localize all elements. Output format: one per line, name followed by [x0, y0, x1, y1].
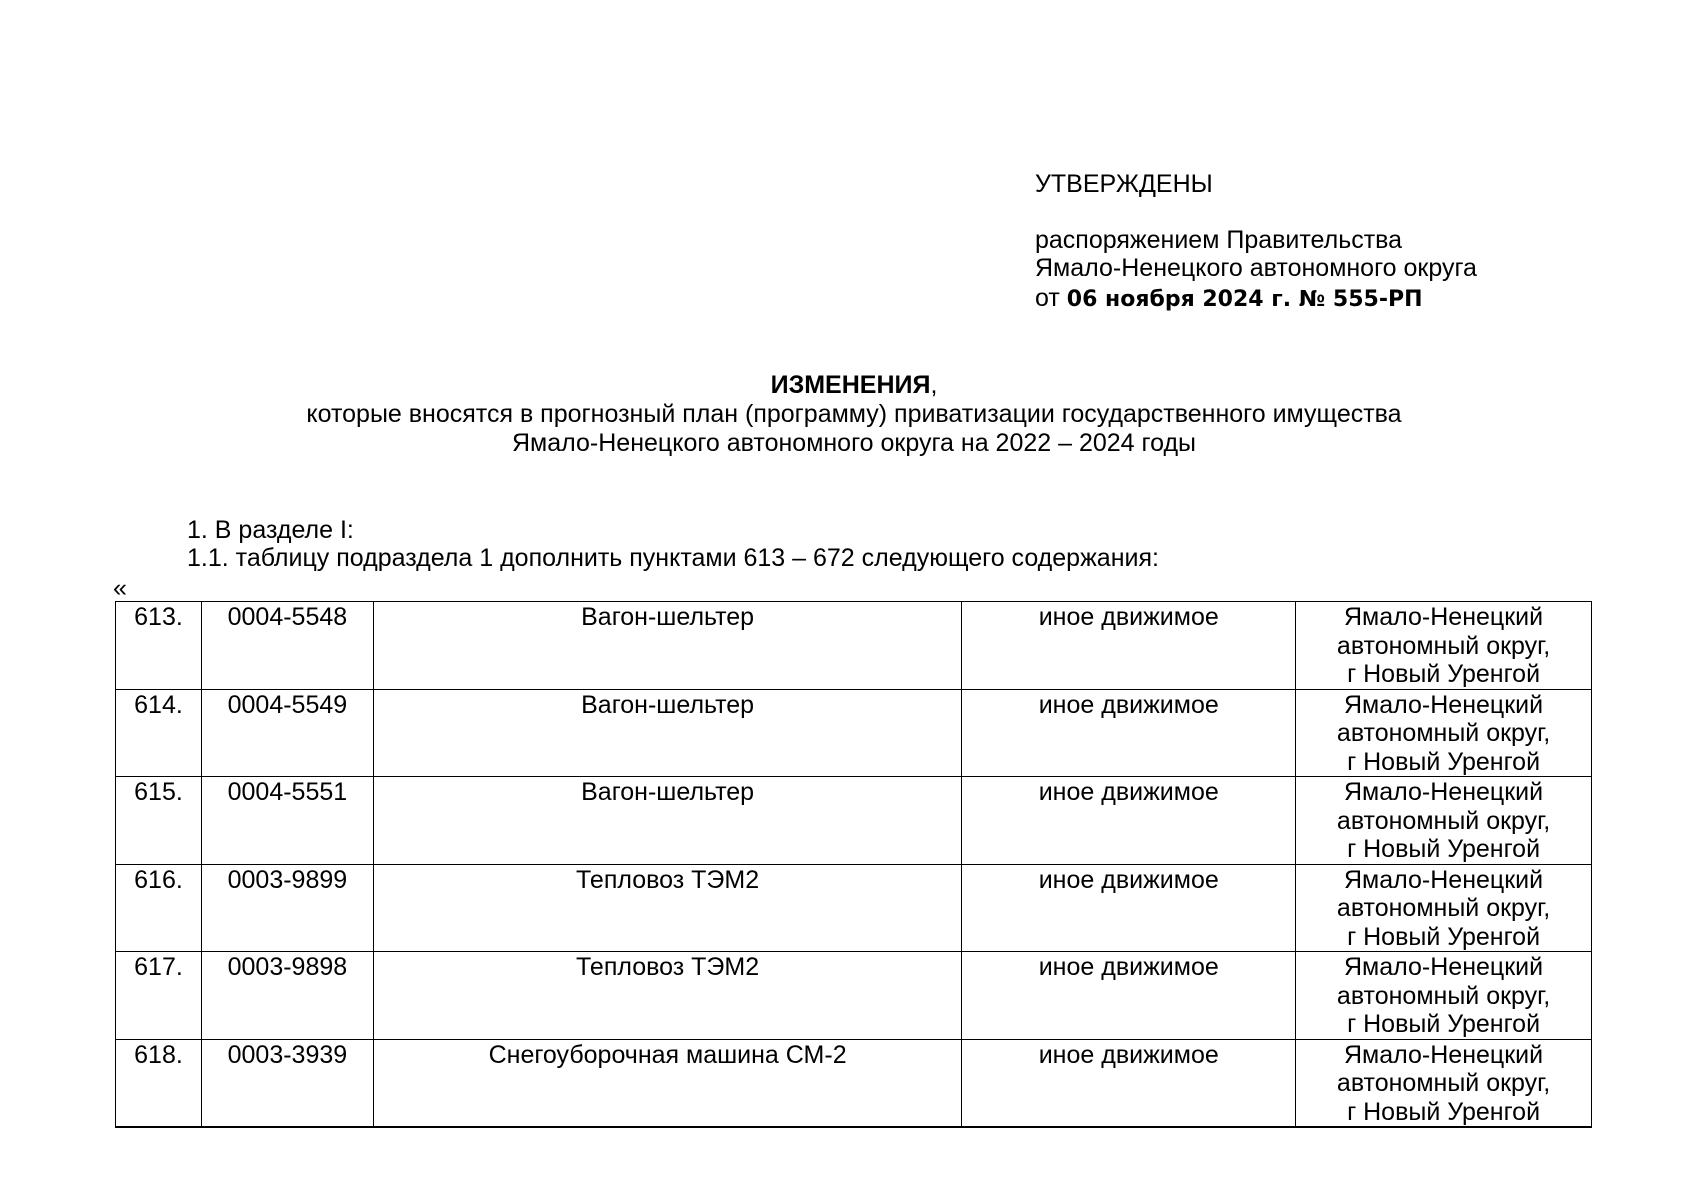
location-line-2: автономный округ,: [1336, 981, 1551, 1010]
location-line-2: автономный округ,: [1336, 894, 1551, 922]
approval-block: [1035, 170, 1477, 314]
property-table-body: [116, 602, 1592, 1128]
location-line-2: автономный округ,: [1336, 806, 1551, 835]
row-code: 0004-5549: [201, 689, 373, 777]
row-name: Тепловоз ТЭМ2: [373, 864, 962, 952]
row-name: Вагон-шельтер: [373, 689, 962, 777]
intro-text: [187, 516, 1159, 572]
row-type: иное движимое: [962, 602, 1296, 690]
row-type: иное движимое: [962, 689, 1296, 777]
row-type: иное движимое: [962, 952, 1296, 1040]
row-code: 0004-5551: [201, 777, 373, 865]
location-line-1: Ямало-Ненецкий: [1344, 778, 1544, 806]
location-line-1: Ямало-Ненецкий: [1344, 1040, 1544, 1069]
table-row: [116, 1039, 1592, 1127]
row-name: Тепловоз ТЭМ2: [373, 952, 962, 1040]
approved-by-line2: Ямало-Ненецкого автономного округа: [1035, 254, 1477, 282]
location-line-3: г Новый Уренгой: [1347, 660, 1541, 688]
row-location: [1296, 952, 1592, 1040]
row-location: [1296, 602, 1592, 690]
row-number: 616.: [116, 864, 202, 952]
order-line: [1035, 284, 1477, 314]
table-row: [116, 689, 1592, 777]
location-line-2: автономный округ,: [1336, 631, 1551, 660]
row-number: 618.: [116, 1039, 202, 1127]
row-location: [1296, 864, 1592, 952]
location-line-1: Ямало-Ненецкий: [1344, 865, 1544, 894]
row-name: Вагон-шельтер: [373, 777, 962, 865]
row-location: [1296, 1039, 1592, 1127]
location-line-1: Ямало-Ненецкий: [1344, 953, 1544, 981]
approved-label: УТВЕРЖДЕНЫ: [1035, 170, 1213, 198]
row-number: 613.: [116, 602, 202, 690]
intro-point-1-1: 1.1. таблицу подраздела 1 дополнить пунктами 613 – 672 следующего содержания:: [187, 544, 1159, 572]
location-line-3: г Новый Уренгой: [1347, 1010, 1541, 1038]
row-location: [1296, 689, 1592, 777]
location-line-1: Ямало-Ненецкий: [1344, 603, 1544, 631]
heading-title-line: [0, 371, 1697, 400]
approved-by-line1: распоряжением Правительства: [1035, 226, 1403, 254]
heading-title: ИЗМЕНЕНИЯ: [770, 371, 931, 399]
row-type: иное движимое: [962, 864, 1296, 952]
row-number: 617.: [116, 952, 202, 1040]
table-row: [116, 777, 1592, 865]
order-date-number: 06 ноября 2024 г. № 555-РП: [1066, 287, 1423, 312]
row-code: 0003-3939: [201, 1039, 373, 1127]
row-code: 0003-9898: [201, 952, 373, 1040]
row-type: иное движимое: [962, 777, 1296, 865]
location-line-3: г Новый Уренгой: [1347, 747, 1541, 776]
table-row: [116, 952, 1592, 1040]
row-code: 0004-5548: [201, 602, 373, 690]
location-line-3: г Новый Уренгой: [1347, 1097, 1541, 1126]
intro-point-1: 1. В разделе I:: [187, 516, 354, 544]
location-line-3: г Новый Уренгой: [1347, 835, 1541, 863]
row-type: иное движимое: [962, 1039, 1296, 1127]
row-name: Снегоуборочная машина СМ-2: [373, 1039, 962, 1127]
heading-title-suffix: ,: [930, 371, 938, 399]
row-code: 0003-9899: [201, 864, 373, 952]
location-line-3: г Новый Уренгой: [1347, 922, 1541, 951]
location-line-2: автономный округ,: [1336, 719, 1551, 747]
location-line-2: автономный округ,: [1336, 1069, 1551, 1097]
location-line-1: Ямало-Ненецкий: [1344, 690, 1544, 719]
document-heading: [0, 371, 1697, 458]
row-number: 615.: [116, 777, 202, 865]
heading-line2: которые вносятся в прогнозный план (программу) приватизации государственного имущества: [306, 400, 1402, 428]
row-location: [1296, 777, 1592, 865]
table-row: [116, 602, 1592, 690]
property-table: [115, 601, 1592, 1128]
row-name: Вагон-шельтер: [373, 602, 962, 690]
open-quote-mark: «: [113, 574, 127, 602]
row-number: 614.: [116, 689, 202, 777]
heading-line3: Ямало-Ненецкого автономного округа на 2022 – 2024 годы: [512, 429, 1196, 457]
order-from-prefix: от: [1035, 284, 1060, 312]
table-row: [116, 864, 1592, 952]
